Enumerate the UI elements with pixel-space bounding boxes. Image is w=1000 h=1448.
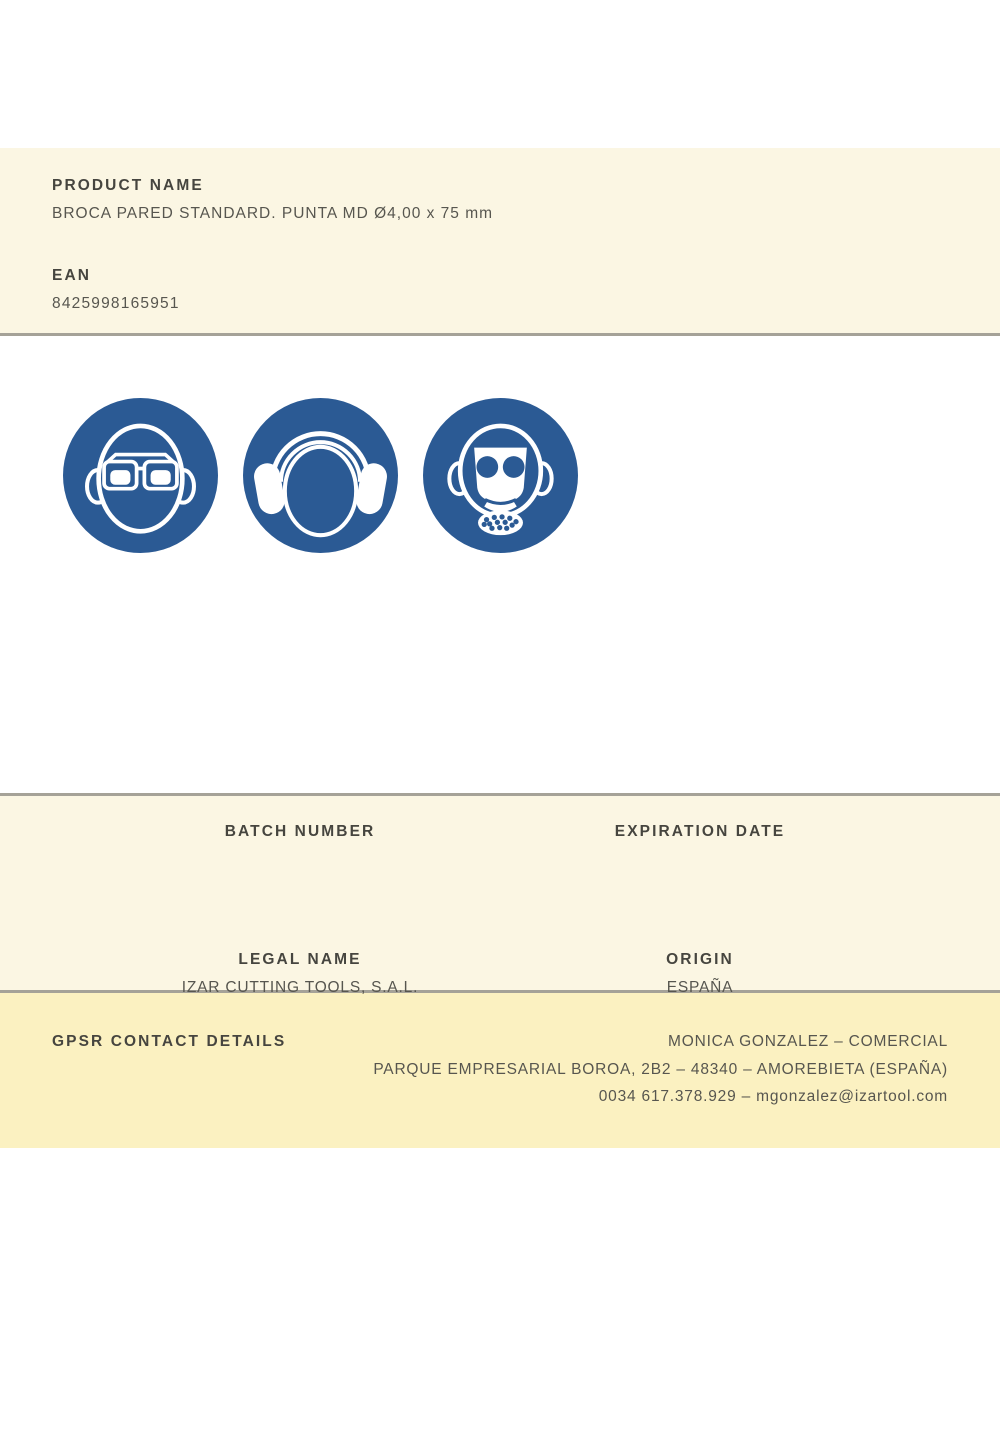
batch-number-label: BATCH NUMBER bbox=[224, 823, 376, 840]
legal-name-field bbox=[100, 950, 500, 998]
product-name-value: BROCA PARED STANDARD. PUNTA MD Ø4,00 x 75 mm bbox=[52, 205, 494, 222]
batch-number-value bbox=[100, 850, 500, 870]
batch-number-field bbox=[100, 822, 500, 870]
gpsr-contact-address: PARQUE EMPRESARIAL BOROA, 2B2 – 48340 – AMOREBIETA (ESPAÑA) bbox=[373, 1060, 948, 1078]
ean-label: EAN bbox=[52, 267, 92, 284]
product-info-section bbox=[0, 148, 1000, 336]
expiration-date-value bbox=[500, 850, 900, 870]
product-name-field bbox=[52, 176, 948, 224]
expiration-date-label: EXPIRATION DATE bbox=[614, 823, 786, 840]
origin-value: ESPAÑA bbox=[666, 979, 734, 996]
wear-respiratory-protection-icon bbox=[423, 398, 578, 553]
product-sheet bbox=[0, 148, 1000, 1448]
origin-label: ORIGIN bbox=[666, 951, 734, 968]
ean-value: 8425998165951 bbox=[52, 295, 180, 312]
expiration-date-field bbox=[500, 822, 900, 870]
batch-legal-section bbox=[0, 793, 1000, 996]
legal-name-label: LEGAL NAME bbox=[238, 951, 362, 968]
ean-field bbox=[52, 266, 948, 314]
gpsr-contact-label: GPSR CONTACT DETAILS bbox=[52, 1033, 287, 1050]
legal-name-value: IZAR CUTTING TOOLS, S.A.L. bbox=[181, 979, 419, 996]
wear-eye-protection-icon bbox=[63, 398, 218, 553]
legal-origin-row bbox=[100, 950, 900, 998]
product-name-label: PRODUCT NAME bbox=[52, 177, 204, 194]
origin-field bbox=[500, 950, 900, 998]
batch-expiration-row bbox=[100, 822, 900, 870]
safety-icons-row bbox=[63, 398, 1000, 553]
gpsr-contact-person: MONICA GONZALEZ – COMERCIAL bbox=[668, 1033, 948, 1050]
wear-ear-protection-icon bbox=[243, 398, 398, 553]
gpsr-contact-phone-email: 0034 617.378.929 – mgonzalez@izartool.com bbox=[598, 1088, 948, 1105]
gpsr-contact-section bbox=[0, 993, 1000, 1148]
gpsr-contact-block bbox=[373, 1028, 948, 1111]
